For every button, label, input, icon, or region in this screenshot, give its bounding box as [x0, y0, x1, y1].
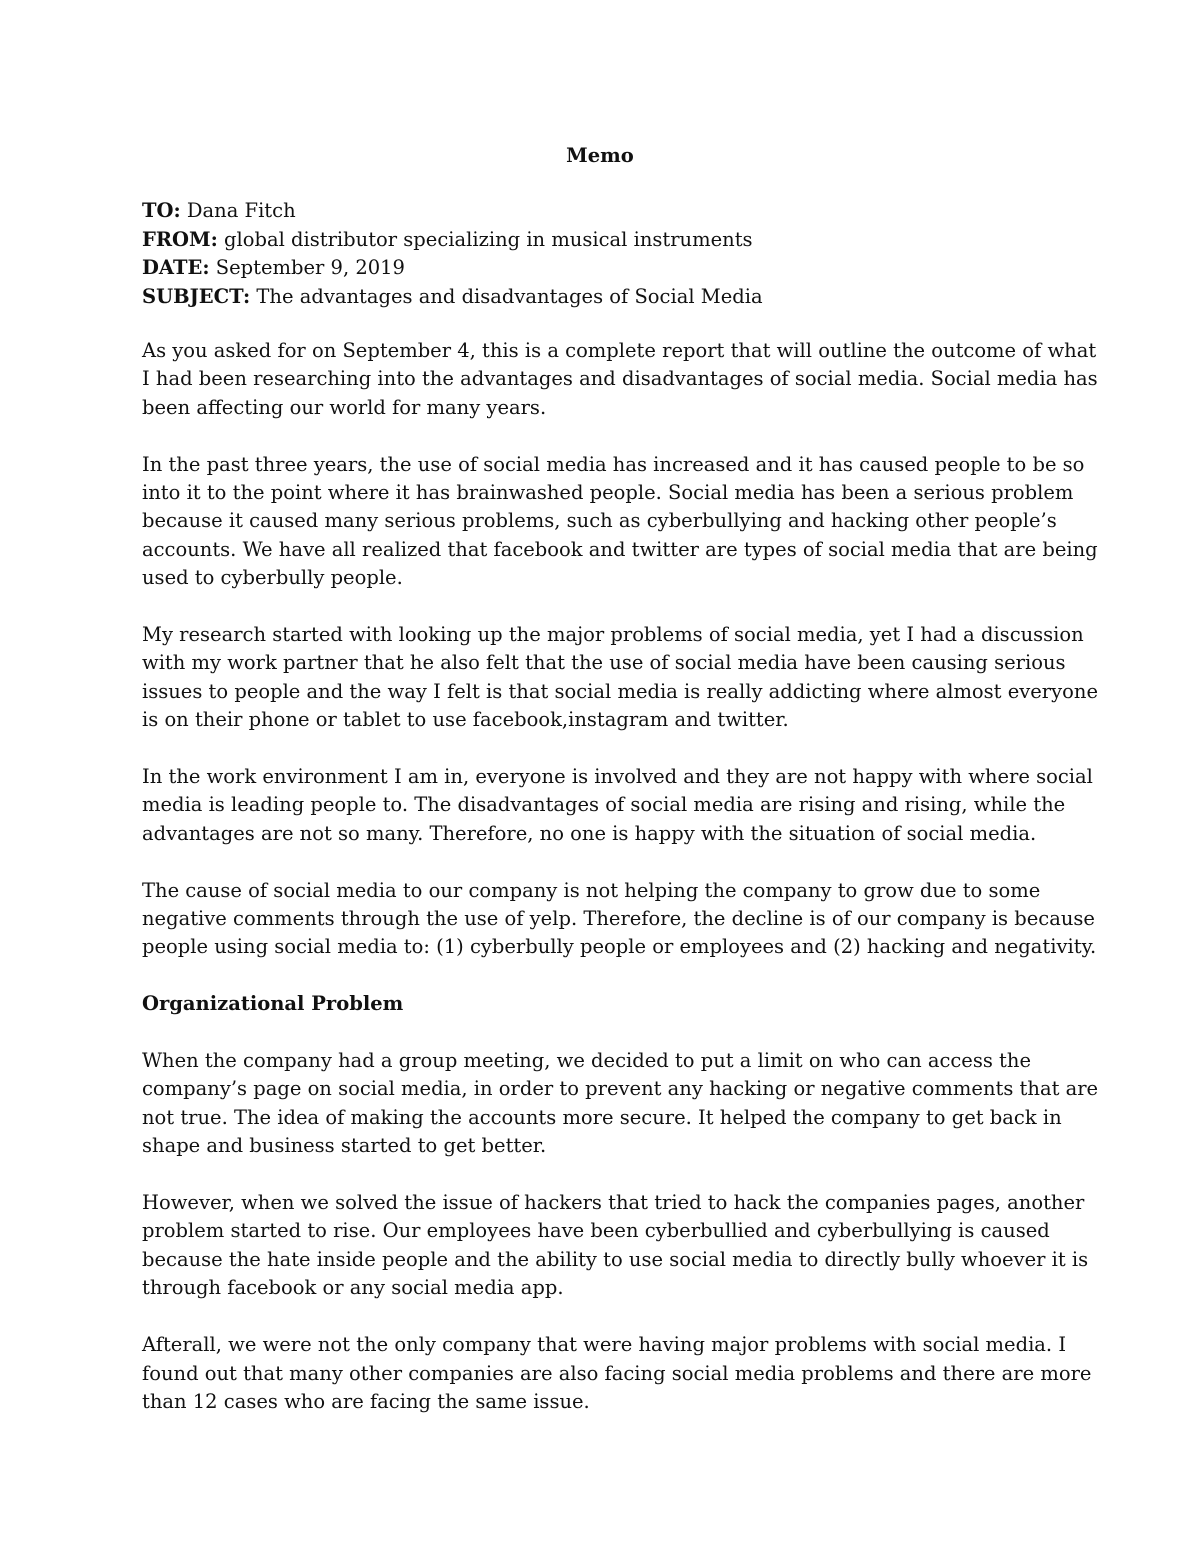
subject-value: The advantages and disadvantages of Social Media	[250, 284, 763, 308]
subject-line	[142, 283, 1062, 312]
to-label: TO:	[142, 199, 181, 222]
paragraph-line: problem started to rise. Our employees have been cyberbullied and cyberbullying is caused	[142, 1219, 1050, 1243]
paragraph-past-three-years	[142, 451, 1098, 593]
paragraph-line: My research started with looking up the major problems of social media, yet I had a discussion	[142, 623, 1084, 647]
subject-label: SUBJECT:	[142, 284, 251, 308]
paragraph-research	[142, 621, 1098, 735]
paragraph-line: However, when we solved the issue of hackers that tried to hack the companies pages, another	[142, 1191, 1085, 1215]
paragraph-line: In the work environment I am in, everyone is involved and they are not happy with where social	[142, 765, 1093, 789]
paragraph-line: I had been researching into the advantages and disadvantages of social media. Social media has	[142, 367, 1098, 391]
to-value: Dana Fitch	[180, 199, 296, 222]
paragraph-line: issues to people and the way I felt is that social media is really addicting where almost everyone	[142, 679, 1098, 703]
paragraph-line: is on their phone or tablet to use facebook,instagram and twitter.	[142, 708, 789, 732]
memo-title: Memo	[566, 144, 634, 167]
paragraph-line: with my work partner that he also felt that the use of social media have been causing serious	[142, 651, 1066, 675]
paragraph-afterall	[142, 1331, 1092, 1416]
paragraph-line: negative comments through the use of yelp. Therefore, the decline is of our company is because	[142, 907, 1095, 931]
paragraph-line: used to cyberbully people.	[142, 566, 403, 590]
paragraph-line: because the hate inside people and the ability to use social media to directly bully whoever it is	[142, 1247, 1089, 1271]
paragraph-group-meeting	[142, 1047, 1099, 1161]
paragraph-line: through facebook or any social media app.	[142, 1276, 564, 1300]
date-line	[142, 254, 1062, 283]
memo-header	[142, 197, 1062, 311]
paragraph-line: people using social media to: (1) cyberbully people or employees and (2) hacking and negativity.	[142, 935, 1097, 959]
paragraph-line: As you asked for on September 4, this is a complete report that will outline the outcome of what	[142, 339, 1097, 362]
paragraph-line: Afterall, we were not the only company that were having major problems with social media. I	[142, 1333, 1067, 1357]
section-heading-organizational-problem: Organizational Problem	[142, 992, 404, 1016]
paragraph-line: media is leading people to. The disadvantages of social media are rising and rising, while the	[142, 793, 1066, 817]
paragraph-intro	[142, 337, 1098, 422]
date-label: DATE:	[142, 256, 210, 280]
memo-body	[142, 337, 1099, 1445]
paragraph-line: The cause of social media to our company is not helping the company to grow due to some	[142, 878, 1041, 902]
paragraph-line: company’s page on social media, in order to prevent any hacking or negative comments that are	[142, 1077, 1099, 1101]
from-label: FROM:	[142, 227, 218, 251]
paragraph-line: When the company had a group meeting, we decided to put a limit on who can access the	[142, 1049, 1031, 1073]
paragraph-line: not true. The idea of making the accounts more secure. It helped the company to get back in	[142, 1105, 1062, 1129]
paragraph-line: In the past three years, the use of social media has increased and it has caused people to be so	[142, 452, 1085, 476]
paragraph-line: than 12 cases who are facing the same issue.	[142, 1389, 590, 1413]
paragraph-line: shape and business started to get better.	[142, 1134, 547, 1158]
paragraph-work-environment	[142, 763, 1093, 848]
from-value: global distributor specializing in musical instruments	[217, 227, 753, 251]
paragraph-line: into it to the point where it has brainwashed people. Social media has been a serious problem	[142, 481, 1074, 505]
paragraph-line: advantages are not so many. Therefore, no one is happy with the situation of social media.	[142, 821, 1037, 845]
paragraph-line: found out that many other companies are also facing social media problems and there are more	[142, 1361, 1092, 1385]
paragraph-line: because it caused many serious problems, such as cyberbullying and hacking other people’s	[142, 509, 1057, 533]
paragraph-hackers	[142, 1189, 1089, 1303]
paragraph-company-cause	[142, 877, 1097, 962]
date-value: September 9, 2019	[209, 256, 405, 280]
paragraph-line: been affecting our world for many years.	[142, 395, 547, 419]
to-line	[142, 197, 1062, 226]
paragraph-line: accounts. We have all realized that facebook and twitter are types of social media that are being	[142, 537, 1098, 561]
from-line	[142, 226, 1062, 255]
